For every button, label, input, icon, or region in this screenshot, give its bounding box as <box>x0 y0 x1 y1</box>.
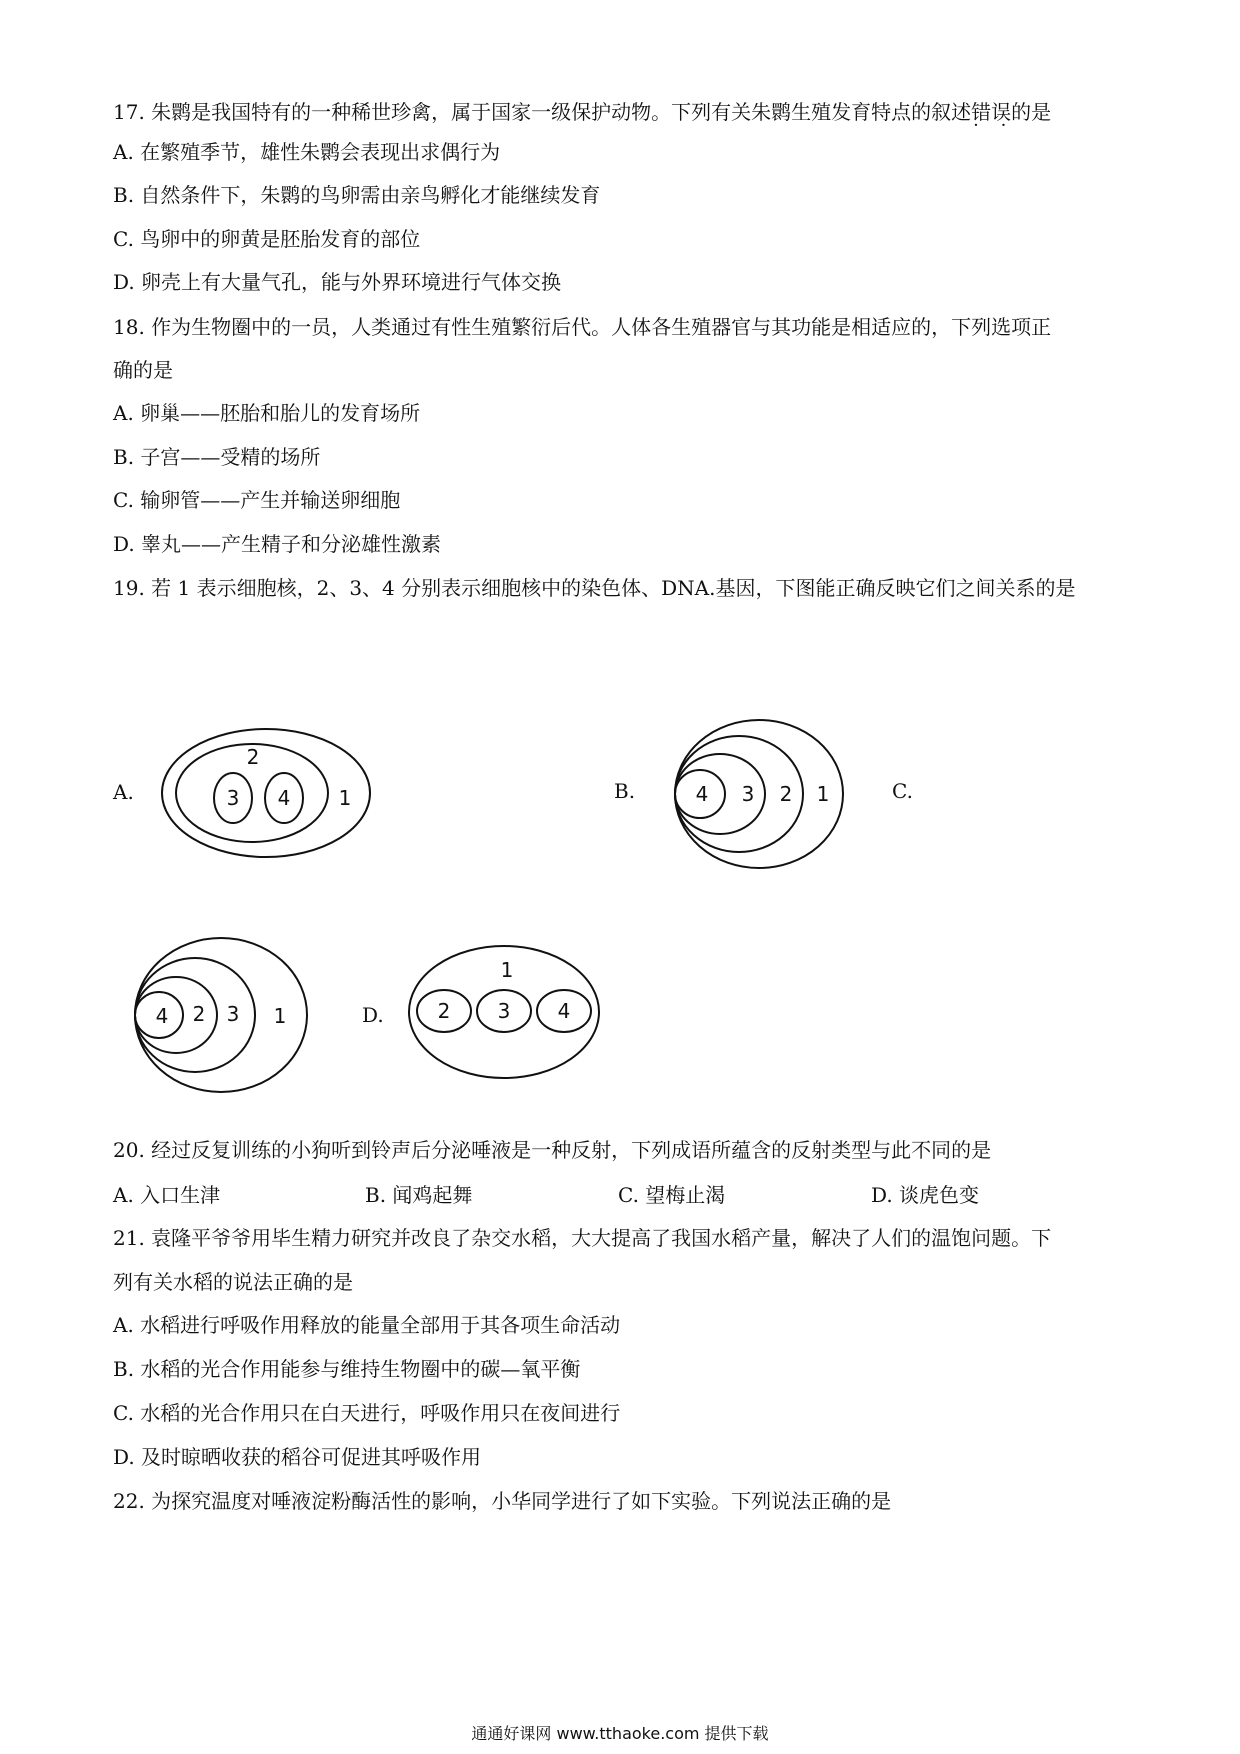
diagram-b-label-3: 3 <box>741 782 755 806</box>
diagram-c-label-2: 2 <box>192 1002 206 1026</box>
diagram-c-label-3: 3 <box>226 1002 240 1026</box>
q21-option-d: D. 及时晾晒收获的稻谷可促进其呼吸作用 <box>113 1445 482 1469</box>
diagram-a-label-3: 3 <box>226 786 240 810</box>
q19-label-d: D. <box>362 1003 384 1027</box>
q19-label-b: B. <box>614 779 636 803</box>
q18-option-c: C. 输卵管——产生并输送卵细胞 <box>113 488 401 512</box>
diagram-c-label-4: 4 <box>155 1004 169 1028</box>
q19-diagram-b <box>675 718 847 870</box>
diagram-b-label-4: 4 <box>695 782 709 806</box>
q19-label-c: C. <box>892 779 913 803</box>
q21-stem-line1: 21. 袁隆平爷爷用毕生精力研究并改良了杂交水稻，大大提高了我国水稻产量，解决了人们的温饱问题。下 <box>113 1226 1052 1250</box>
q19-diagram-c <box>132 936 308 1094</box>
q19-diagram-d <box>407 944 601 1080</box>
q21-option-b: B. 水稻的光合作用能参与维持生物圈中的碳—氧平衡 <box>113 1357 581 1381</box>
q17-option-d: D. 卵壳上有大量气孔，能与外界环境进行气体交换 <box>113 270 562 294</box>
q17-option-c: C. 鸟卵中的卵黄是胚胎发育的部位 <box>113 227 421 251</box>
q17-stem-emphasis: 错误 · · <box>971 100 1011 124</box>
q19-label-a: A. <box>113 780 134 804</box>
diagram-b-label-1: 1 <box>816 782 830 806</box>
q22-stem: 22. 为探究温度对唾液淀粉酶活性的影响，小华同学进行了如下实验。下列说法正确的是 <box>113 1489 892 1513</box>
page-footer: 通通好课网 www.tthaoke.com 提供下载 <box>471 1724 769 1743</box>
diagram-a-label-2: 2 <box>246 745 260 769</box>
diagram-d-label-3: 3 <box>497 999 511 1023</box>
q18-stem-line2: 确的是 <box>113 358 173 382</box>
q20-option-d: D. 谈虎色变 <box>871 1183 980 1207</box>
q19-stem: 19. 若 1 表示细胞核，2、3、4 分别表示细胞核中的染色体、DNA.基因，下图能正确反映它们之间关系的是 <box>113 576 1076 600</box>
diagram-b-label-2: 2 <box>779 782 793 806</box>
q21-stem-line2: 列有关水稻的说法正确的是 <box>113 1270 353 1294</box>
q18-option-a: A. 卵巢——胚胎和胎儿的发育场所 <box>113 401 421 425</box>
q17-stem-end: 的是 <box>1011 100 1052 124</box>
q20-option-b: B. 闻鸡起舞 <box>365 1183 473 1207</box>
q17-stem-main: 17. 朱鹮是我国特有的一种稀世珍禽，属于国家一级保护动物。下列有关朱鹮生殖发育特点的叙述 <box>113 100 972 124</box>
q20-stem: 20. 经过反复训练的小狗听到铃声后分泌唾液是一种反射，下列成语所蕴含的反射类型与此不同的是 <box>113 1138 992 1162</box>
q17-option-a: A. 在繁殖季节，雄性朱鹮会表现出求偶行为 <box>113 140 501 164</box>
diagram-c-label-1: 1 <box>273 1004 287 1028</box>
q20-option-a: A. 入口生津 <box>113 1183 221 1207</box>
diagram-d-label-4: 4 <box>557 999 571 1023</box>
q17-stem <box>113 100 1051 124</box>
diagram-d-label-1: 1 <box>500 958 514 982</box>
q19-diagram-a <box>160 727 372 859</box>
q18-option-b: B. 子宫——受精的场所 <box>113 445 321 469</box>
q21-option-c: C. 水稻的光合作用只在白天进行，呼吸作用只在夜间进行 <box>113 1401 621 1425</box>
q21-option-a: A. 水稻进行呼吸作用释放的能量全部用于其各项生命活动 <box>113 1313 621 1337</box>
diagram-a-label-1: 1 <box>338 786 352 810</box>
q18-stem-line1: 18. 作为生物圈中的一员，人类通过有性生殖繁衍后代。人体各生殖器官与其功能是相适应的，下列选项正 <box>113 315 1052 339</box>
q18-option-d: D. 睾丸——产生精子和分泌雄性激素 <box>113 532 442 556</box>
q17-option-b: B. 自然条件下，朱鹮的鸟卵需由亲鸟孵化才能继续发育 <box>113 183 601 207</box>
diagram-a-label-4: 4 <box>277 786 291 810</box>
diagram-d-label-2: 2 <box>437 999 451 1023</box>
q20-option-c: C. 望梅止渴 <box>618 1183 726 1207</box>
